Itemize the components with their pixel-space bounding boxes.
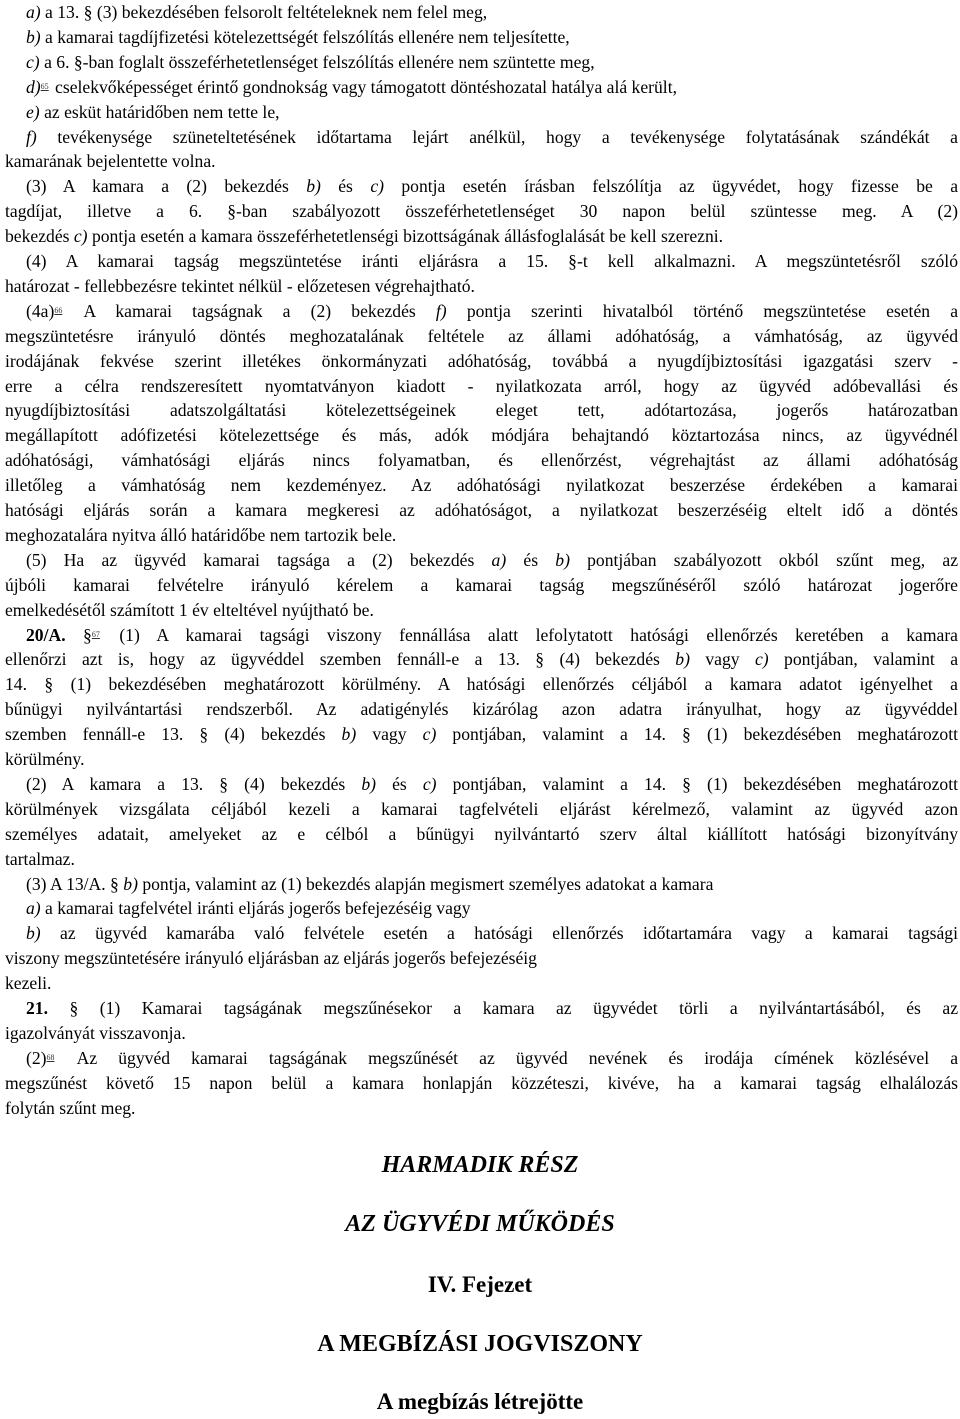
text-line: újbóli kamarai felvételre irányuló kérelem a kamarai tagság megszűnéséről szóló határozat jogerőre [5, 574, 958, 595]
text-line: nyugdíjbiztosítási adatszolgáltatási kötelezettségeinek eleget tett, adótartozása, jogerős határozatban [5, 400, 958, 421]
text-line: irodájának fekvése szerint illetékes önkormányzati adóhatóság, továbbá a nyugdíjbiztosítási igazgatási szerv - [5, 350, 958, 371]
text-line: igazolványát visszavonja. [5, 1022, 186, 1043]
text-line: (4) A kamarai tagság megszüntetése iránti eljárásra a 15. §-t kell alkalmazni. A megszüntetésről szóló [26, 251, 958, 271]
text-line: folytán szűnt meg. [5, 1097, 136, 1118]
text-line: körülmény. [5, 749, 85, 769]
text-line: ellenőrzi azt is, hogy az ügyvéddel szemben fennáll-e a 13. § (4) bekezdés b) vagy c) pontjában, valamint a [5, 649, 958, 670]
text-line: d)$^{65}$ cselekvőképességet érintő gondnokság vagy támogatott döntéshozatal hatálya alá került, [26, 76, 677, 97]
text-line: tagdíjat, illetve a 6. §-ban szabályozott összeférhetetlenséget 30 napon belül szüntesse meg. A (2) [5, 201, 958, 222]
text-line: megállapított adófizetési kötelezettsége és más, adók módjára behajtandó köztartozása nincs, az ügyvédnél [5, 425, 958, 446]
part-title-heading: AZ ÜGYVÉDI MŰKÖDÉS [345, 1211, 615, 1237]
text-line: bekezdés c) pontja esetén a kamara összeférhetetlenségi bizottságának állásfoglalását be kell szerezni. [5, 226, 724, 247]
text-line: illetőleg a vámhatóság nem kezdeményez. Az adóhatósági nyilatkozat beszerzése érdekében a kamarai [5, 475, 958, 496]
chapter-title-heading: A MEGBÍZÁSI JOGVISZONY [317, 1331, 643, 1357]
text-line: kamarának bejelentette volna. [5, 151, 216, 172]
text-line: kezeli. [5, 973, 52, 994]
text-line: 14. § (1) bekezdésében meghatározott körülmény. A hatósági ellenőrzés céljából a kamara adatot igényelhet a [5, 674, 958, 695]
text-line: erre a célra rendszeresített nyomtatványon kiadott - nyilatkozata arról, hogy az ügyvéd adóbevallási és [5, 375, 958, 396]
text-line: b) a kamarai tagdíjfizetési kötelezettségét felszólítás ellenére nem teljesítette, [26, 26, 570, 47]
text-line: (2)$^{68}$ Az ügyvéd kamarai tagságának megszűnését az ügyvéd nevének és irodája címének közlésével a [26, 1047, 958, 1068]
text-line: (3) A kamara a (2) bekezdés b) és c) pontja esetén írásban felszólítja az ügyvédet, hogy fizesse be a [26, 176, 958, 197]
text-line: megszüntetésre irányuló döntés meghozatalának feltétele az állami adóhatóság, a vámhatóság, az ügyvéd [5, 325, 958, 346]
chapter-heading: IV. Fejezet [427, 1272, 533, 1297]
text-line: (5) Ha az ügyvéd kamarai tagsága a (2) bekezdés a) és b) pontjában szabályozott okból szűnt meg, az [26, 549, 958, 570]
text-line: a) a kamarai tagfelvétel iránti eljárás jogerős befejezéséig vagy [26, 898, 471, 919]
text-line: e) az esküt határidőben nem tette le, [26, 101, 280, 122]
text-line: a) a 13. § (3) bekezdésében felsorolt feltételeknek nem felel meg, [26, 2, 488, 22]
text-line: (2) A kamara a 13. § (4) bekezdés b) és c) pontjában, valamint a 14. § (1) bekezdésében meghatározott [26, 773, 958, 794]
text-line: bűnügyi nyilvántartási rendszerből. Az adatigénylés kizárólag azon adatra irányulhat, hogy az ügyvéddel [5, 699, 958, 720]
text-line: (3) A 13/A. § b) pontja, valamint az (1) bekezdés alapján megismert személyes adatokat a kamara [26, 873, 714, 894]
text-line: 21. § (1) Kamarai tagságának megszűnésekor a kamara az ügyvédet törli a nyilvántartásából, és az [26, 998, 958, 1018]
text-line: határozat - fellebbezésre tekintet nélkül - előzetesen végrehajtható. [5, 275, 475, 296]
text-line: (4a)$^{66}$ A kamarai tagságnak a (2) bekezdés f) pontja szerinti hivatalból történő megszüntetése esetén a [26, 300, 958, 321]
text-line: viszony megszüntetésére irányuló eljárásban az eljárás jogerős befejezéséig [5, 948, 537, 969]
text-line: 20/A. §$^{67}$ (1) A kamarai tagsági viszony fennállása alatt lefolytatott hatósági ellenőrzés keretében a kamara [26, 624, 958, 645]
text-line: b) az ügyvéd kamarába való felvétele esetén a hatósági ellenőrzés időtartamára vagy a kamarai tagsági [26, 923, 958, 944]
text-line: szemben fennáll-e 13. § (4) bekezdés b) vagy c) pontjában, valamint a 14. § (1) bekezdésében meghatározott [5, 724, 958, 745]
text-line: személyes adatait, amelyeket az e célból a bűnügyi nyilvántartó szerv által kiállított hatósági bizonyítvány [5, 823, 958, 844]
text-line: c) a 6. §-ban foglalt összeférhetetlenséget felszólítás ellenére nem szüntette meg, [26, 51, 595, 72]
text-line: hatósági eljárás során a kamara megkeresi az adóhatóságot, a nyilatkozat beszerzéséig eltelt idő a döntés [5, 500, 958, 520]
part-heading: HARMADIK RÉSZ [381, 1152, 579, 1178]
text-line: emelkedésétől számított 1 év elteltével nyújtható be. [5, 599, 374, 620]
text-line: megszűnést követő 15 napon belül a kamara honlapján közzéteszi, kivéve, ha a kamarai tagság elhalálozás [5, 1072, 958, 1093]
text-line: tartalmaz. [5, 848, 75, 869]
text-line: adóhatósági, vámhatósági eljárás nincs folyamatban, és ellenőrzést, végrehajtást az állami adóhatóság [5, 450, 958, 471]
section-subtitle: A megbízás létrejötte [376, 1389, 584, 1414]
text-line: f) tevékenysége szüneteltetésének időtartama lejárt anélkül, hogy a tevékenysége folytatásának szándékát a [26, 126, 958, 147]
text-line: meghozatalára nyitva álló határidőbe nem tartozik bele. [5, 524, 397, 545]
text-line: körülmények vizsgálata céljából kezeli a kamarai tagfelvételi eljárást kérelmező, valamint az ügyvéd azon [5, 798, 958, 819]
